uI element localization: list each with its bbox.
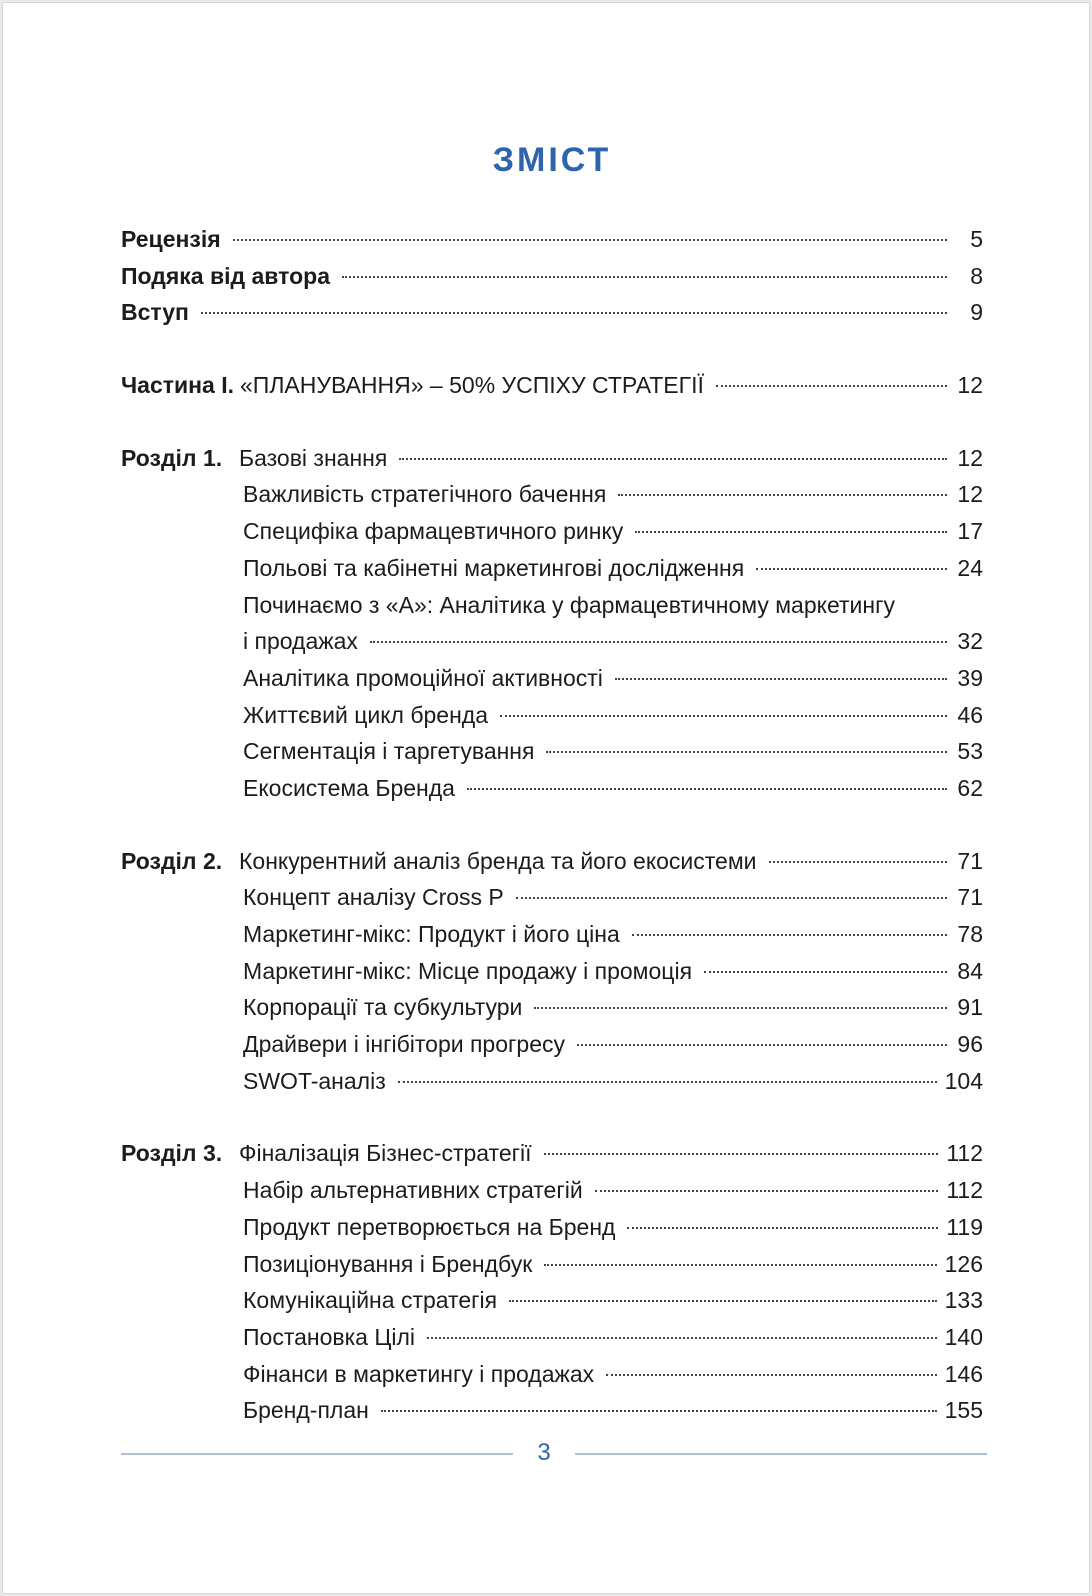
toc-section-2: [121, 843, 983, 880]
section-title: Фіналізація Бізнес-стратегії: [239, 1140, 532, 1167]
toc-entry-page: 112: [946, 1140, 983, 1167]
page-number: 3: [537, 1439, 551, 1466]
subentry-title: Аналітика промоційної активності: [243, 664, 603, 691]
dot-leader: [704, 971, 947, 973]
toc-entry-page: 146: [944, 1360, 983, 1387]
dot-leader: [635, 531, 947, 533]
toc-entry-page: 53: [957, 738, 983, 765]
subentry-title: Польові та кабінетні маркетингові дослідження: [243, 554, 745, 581]
dot-leader: [627, 1227, 938, 1229]
table-of-contents: [121, 221, 983, 1429]
toc-subentry: [121, 660, 983, 697]
dot-leader: [618, 494, 947, 496]
book-page: [2, 2, 1090, 1594]
subentry-title: Бренд-план: [243, 1397, 369, 1424]
dot-leader: [615, 678, 947, 680]
dot-leader: [516, 897, 947, 899]
part-title: «ПЛАНУВАННЯ» – 50% УСПІХУ СТРАТЕГІЇ: [240, 372, 704, 399]
toc-subentry: [121, 1356, 983, 1393]
toc-subentry: [121, 623, 983, 660]
toc-entry-label: Рецензія: [121, 226, 221, 252]
subentry-title: Сегментація і таргетування: [243, 738, 535, 765]
subentry-title: Позиціонування і Брендбук: [243, 1250, 533, 1277]
toc-entry-label: Вступ: [121, 299, 189, 326]
subentry-title: Життєвий цикл бренда: [243, 701, 489, 728]
dot-leader: [201, 312, 947, 314]
toc-subentry: [121, 1282, 983, 1319]
subentry-title: Екосистема Бренда: [243, 774, 455, 801]
toc-entry-page: 24: [957, 554, 983, 581]
toc-entry-part-1: [121, 367, 983, 404]
footer-rule-left: [121, 1453, 513, 1455]
dot-leader: [632, 934, 947, 936]
toc-entry-page: 71: [957, 884, 983, 911]
toc-subentry: [121, 733, 983, 770]
toc-subentry: [121, 770, 983, 807]
dot-leader: [595, 1190, 939, 1192]
subentry-title: Драйвери і інгібітори прогресу: [243, 1031, 565, 1058]
toc-entry-acknowledgements: [121, 258, 983, 295]
subentry-title-line1: Починаємо з «А»: Аналітика у фармацевтичному маркетингу: [243, 591, 895, 618]
subentry-title: Маркетинг-мікс: Продукт і його ціна: [243, 921, 620, 947]
dot-leader: [233, 239, 947, 241]
dot-leader: [546, 751, 947, 753]
toc-entry-page: 133: [944, 1287, 983, 1314]
toc-subentry: [121, 953, 983, 990]
subentry-title: Маркетинг-мікс: Місце продажу і промоція: [243, 957, 693, 984]
subentry-title: Комунікаційна стратегія: [243, 1287, 498, 1314]
toc-entry-introduction: [121, 294, 983, 331]
toc-entry-page: 12: [957, 481, 983, 508]
dot-leader: [756, 568, 947, 570]
toc-subentry: [121, 513, 983, 550]
dot-leader: [381, 1410, 937, 1412]
toc-entry-page: 32: [957, 628, 983, 655]
toc-entry-page: 12: [957, 444, 983, 471]
subentry-title: Фінанси в маркетингу і продажах: [243, 1360, 595, 1387]
dot-leader: [370, 641, 947, 643]
toc-subentry: [121, 697, 983, 734]
section-label: Розділ 3.: [121, 1140, 223, 1167]
toc-subentry: [121, 989, 983, 1026]
toc-subentry: [121, 476, 983, 513]
dot-leader: [509, 1300, 937, 1302]
page-title: ЗМІСТ: [492, 141, 612, 179]
dot-leader: [544, 1264, 936, 1266]
toc-entry-page: 104: [944, 1067, 983, 1094]
toc-entry-label: Подяка від автора: [121, 262, 330, 289]
toc-entry-page: 119: [946, 1213, 983, 1240]
section-title: Базові знання: [239, 444, 388, 471]
dot-leader: [769, 861, 947, 863]
dot-leader: [467, 788, 947, 790]
dot-leader: [534, 1007, 947, 1009]
toc-subentry: [121, 1246, 983, 1283]
toc-entry-page: 91: [957, 994, 983, 1021]
subentry-title: Корпорації та субкультури: [243, 994, 523, 1021]
toc-subentry: [121, 1063, 983, 1100]
subentry-title: SWOT-аналіз: [243, 1067, 386, 1094]
toc-subentry: [121, 1392, 983, 1429]
page-footer: [121, 1439, 987, 1469]
subentry-title: Продукт перетворюється на Бренд: [243, 1213, 616, 1240]
subentry-title: Постановка Цілі: [243, 1323, 416, 1350]
toc-subentry: [121, 550, 983, 587]
toc-entry-page: 5: [970, 226, 983, 252]
toc-entry-page: 62: [957, 774, 983, 801]
dot-leader: [544, 1153, 939, 1155]
toc-entry-page: 155: [944, 1397, 983, 1424]
toc-subentry: [121, 1026, 983, 1063]
toc-entry-page: 140: [944, 1323, 983, 1350]
toc-entry-page: 46: [957, 701, 983, 728]
footer-rule-right: [575, 1453, 987, 1455]
section-label: Розділ 2.: [121, 847, 223, 874]
toc-section-3: [121, 1135, 983, 1172]
toc-entry-page: 17: [957, 518, 983, 545]
subentry-title: Концепт аналізу Cross P: [243, 884, 504, 911]
subentry-title-line2: і продажах: [243, 628, 358, 655]
toc-entry-page: 84: [957, 957, 983, 984]
toc-subentry: [121, 916, 983, 953]
toc-entry-page: 8: [970, 262, 983, 289]
toc-entry-page: 39: [957, 664, 983, 691]
toc-subentry: [121, 1319, 983, 1356]
dot-leader: [427, 1337, 937, 1339]
toc-entry-page: 126: [944, 1250, 983, 1277]
toc-entry-review: [121, 221, 983, 258]
dot-leader: [577, 1044, 947, 1046]
toc-entry-page: 71: [957, 847, 983, 874]
toc-section-1: [121, 440, 983, 477]
toc-subentry: [121, 1172, 983, 1209]
section-title: Конкурентний аналіз бренда та його екосистеми: [239, 847, 757, 874]
dot-leader: [606, 1374, 936, 1376]
section-label: Розділ 1.: [121, 444, 223, 471]
toc-subentry: [121, 879, 983, 916]
toc-entry-page: 112: [946, 1177, 983, 1204]
dot-leader: [500, 715, 947, 717]
dot-leader: [342, 276, 947, 278]
toc-entry-page: 12: [957, 372, 983, 399]
subentry-title: Специфіка фармацевтичного ринку: [243, 518, 624, 545]
toc-subentry: [121, 1209, 983, 1246]
toc-entry-page: 78: [957, 921, 983, 947]
dot-leader: [399, 458, 947, 460]
dot-leader: [716, 385, 947, 387]
part-label: Частина I.: [121, 372, 235, 399]
dot-leader: [398, 1081, 937, 1083]
toc-entry-page: 96: [957, 1031, 983, 1058]
subentry-title: Важливість стратегічного бачення: [243, 481, 607, 508]
subentry-title: Набір альтернативних стратегій: [243, 1177, 583, 1204]
toc-entry-page: 9: [970, 299, 983, 326]
